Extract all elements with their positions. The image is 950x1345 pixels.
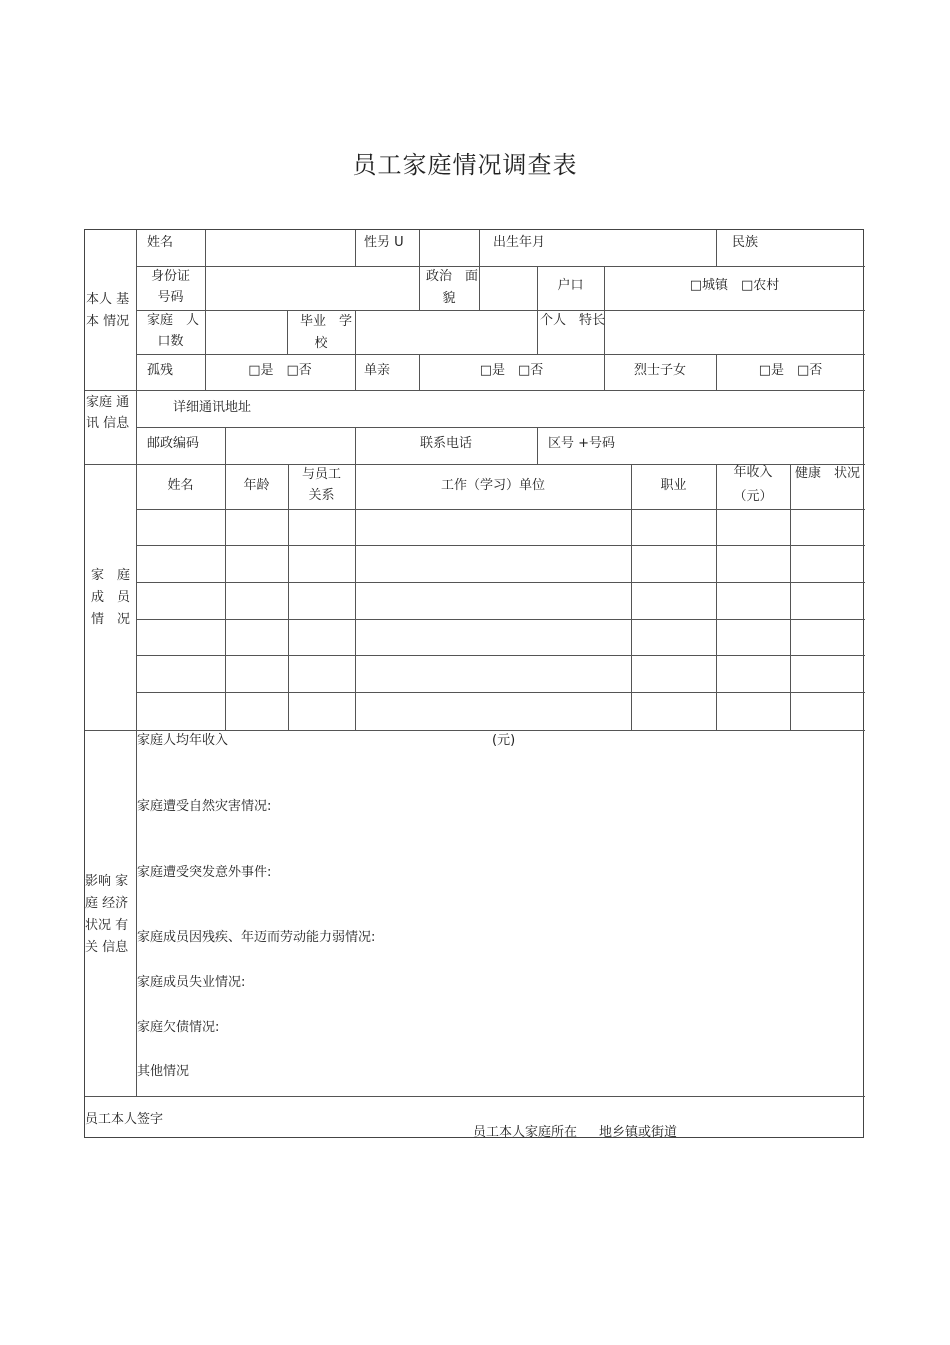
per-capita-income-label: 家庭人均年收入: [137, 733, 229, 748]
member-relation-header: 关系: [308, 488, 335, 503]
single-parent-options[interactable]: □是 □否: [479, 363, 544, 378]
id-number-label: 身份证: [150, 269, 190, 284]
home-location-label: 员工本人家庭所在: [473, 1125, 578, 1140]
member-name-header: 姓名: [167, 478, 194, 493]
per-capita-income-unit: (元): [492, 733, 516, 748]
section-economy-label: 影响 家: [85, 874, 129, 889]
section-economy-label: 状况 有: [85, 918, 129, 933]
name-label: 姓名: [147, 235, 174, 250]
orphan-label: 孤残: [147, 363, 174, 378]
hukou-options[interactable]: □城镇 □农村: [689, 278, 780, 293]
birth-date-label: 出生年月: [493, 235, 546, 250]
address-label: 详细通讯地址: [173, 400, 252, 415]
member-income-header: （元）: [733, 489, 773, 504]
postcode-label: 邮政编码: [147, 436, 200, 451]
specialty-label: 个人 特长: [540, 313, 606, 328]
section-economy-label: 关 信息: [85, 940, 129, 955]
area-code-label: 区号 +号码: [548, 436, 616, 451]
political-status-label: 貌: [442, 291, 456, 306]
signature-label: 员工本人签字: [85, 1112, 164, 1127]
member-work-header: 工作（学习）单位: [440, 478, 545, 493]
member-age-header: 年龄: [243, 478, 270, 493]
school-label: 毕业 学: [300, 314, 353, 329]
disaster-label: 家庭遭受自然灾害情况:: [137, 799, 272, 814]
accident-label: 家庭遭受突发意外事件:: [137, 865, 272, 880]
member-health-header: 健康 状况: [794, 466, 860, 481]
section-contact-label: 讯 信息: [86, 416, 130, 431]
member-job-header: 职业: [660, 478, 687, 493]
debt-label: 家庭欠债情况:: [137, 1020, 220, 1035]
section-contact-label: 家庭 通: [86, 395, 130, 410]
school-label: 校: [314, 336, 328, 351]
section-members-label: 情 况: [90, 612, 130, 627]
section-basic-label: 本 情况: [86, 314, 130, 329]
section-economy-label: 庭 经济: [85, 896, 129, 911]
hukou-label: 户口: [557, 278, 584, 293]
orphan-options[interactable]: □是 □否: [248, 363, 312, 378]
member-relation-header: 与员工: [301, 467, 341, 482]
gender-label: 性另 U: [364, 235, 404, 250]
martyr-child-label: 烈士子女: [633, 363, 686, 378]
member-income-header: 年收入: [733, 465, 773, 480]
martyr-child-options[interactable]: □是 □否: [758, 363, 823, 378]
home-location-suffix: 地乡镇或街道: [599, 1125, 678, 1140]
disability-label: 家庭成员因残疾、年迈而劳动能力弱情况:: [137, 930, 376, 945]
phone-label: 联系电话: [419, 436, 472, 451]
single-parent-label: 单亲: [364, 363, 391, 378]
unemployment-label: 家庭成员失业情况:: [137, 975, 246, 990]
other-situation-label: 其他情况: [137, 1064, 190, 1079]
id-number-label: 号码: [157, 290, 184, 305]
section-basic-label: 本人 基: [86, 292, 130, 307]
section-members-label: 成 员: [90, 590, 130, 605]
political-status-label: 政治 面: [426, 269, 479, 284]
page-title: 员工家庭情况调查表: [352, 151, 578, 179]
ethnicity-label: 民族: [732, 235, 759, 250]
family-size-label: 家庭 人: [147, 313, 200, 328]
section-members-label: 家 庭: [90, 568, 130, 583]
survey-form: [84, 229, 864, 1138]
family-size-label: 口数: [157, 334, 184, 349]
